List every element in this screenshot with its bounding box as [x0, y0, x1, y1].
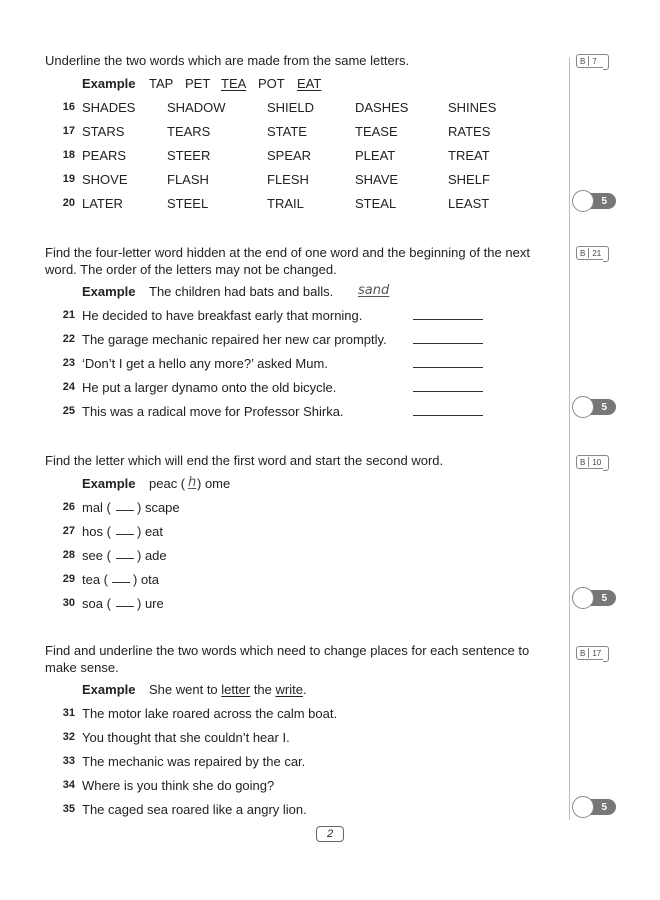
question-sentence: He put a larger dynamo onto the old bicycle.: [82, 380, 337, 395]
example-sentence: She went to letter the write.: [149, 682, 307, 697]
question-number: 26: [62, 501, 75, 513]
second-word: ) ota: [133, 572, 160, 587]
second-word: ) scape: [137, 500, 180, 515]
word-option[interactable]: TEARS: [167, 124, 211, 139]
example-first-word: peac (: [149, 476, 186, 491]
question-number: 23: [62, 357, 75, 369]
book-icon: [603, 455, 609, 471]
right-margin-rule: [569, 58, 570, 820]
question-sentence[interactable]: Where is you think she do going?: [82, 778, 275, 793]
answer-line[interactable]: [413, 415, 483, 416]
question-number: 33: [62, 755, 75, 767]
first-word: soa (: [82, 596, 111, 611]
question-number: 21: [62, 309, 75, 321]
example-word: POT: [258, 76, 285, 91]
word-option[interactable]: SHADOW: [167, 100, 226, 115]
score-total: 5: [582, 799, 616, 815]
letter-blank[interactable]: [112, 572, 130, 583]
word-option[interactable]: SPEAR: [267, 148, 312, 163]
word-option[interactable]: SHADES: [82, 100, 136, 115]
question-number: 18: [62, 149, 75, 161]
word-option[interactable]: SHELF: [448, 172, 490, 187]
word-option[interactable]: FLASH: [167, 172, 209, 187]
word-option[interactable]: STARS: [82, 124, 125, 139]
section2-instruction: Find the four-letter word hidden at the end of one word and the beginning of the next word. The order of the letters may not be changed.: [45, 245, 530, 277]
question-number: 27: [62, 525, 75, 537]
second-word: ) eat: [137, 524, 164, 539]
question-number: 16: [62, 101, 75, 113]
word-option[interactable]: SHINES: [448, 100, 497, 115]
first-word: tea (: [82, 572, 109, 587]
question-number: 19: [62, 173, 75, 185]
question-sentence[interactable]: The motor lake roared across the calm boat.: [82, 706, 338, 721]
section2-score-box[interactable]: [572, 396, 616, 418]
score-entry-circle[interactable]: [572, 796, 594, 818]
question-number: 34: [62, 779, 75, 791]
question-number: 30: [62, 597, 75, 609]
example-label: Example: [82, 476, 136, 491]
score-total: 5: [582, 590, 616, 606]
word-option[interactable]: LATER: [82, 196, 123, 211]
letter-blank[interactable]: [116, 548, 134, 559]
word-option[interactable]: SHIELD: [267, 100, 314, 115]
word-option[interactable]: FLESH: [267, 172, 309, 187]
first-word: mal (: [82, 500, 111, 515]
example-word-underlined: TEA: [221, 76, 247, 91]
score-total: 5: [582, 193, 616, 209]
page-number: 2: [316, 826, 344, 842]
question-number: 25: [62, 405, 75, 417]
example-answer: h: [188, 475, 197, 490]
section4-tag: B 17: [576, 646, 606, 660]
word-option[interactable]: LEAST: [448, 196, 490, 211]
question-sentence[interactable]: The mechanic was repaired by the car.: [82, 754, 306, 769]
question-number: 29: [62, 573, 75, 585]
section3-instruction: Find the letter which will end the first word and start the second word.: [45, 453, 444, 468]
question-sentence: This was a radical move for Professor Shirka.: [82, 404, 344, 419]
word-option[interactable]: SHOVE: [82, 172, 128, 187]
section4-instruction: Find and underline the two words which need to change places for each sentence to make sense.: [45, 643, 530, 675]
question-number: 35: [62, 803, 75, 815]
word-option[interactable]: TEASE: [355, 124, 398, 139]
example-answer: sand: [358, 283, 390, 298]
section4-score-box[interactable]: [572, 796, 616, 818]
first-word: hos (: [82, 524, 111, 539]
first-word: see (: [82, 548, 111, 563]
section1-score-box[interactable]: [572, 190, 616, 212]
example-label: Example: [82, 284, 136, 299]
letter-blank[interactable]: [116, 500, 134, 511]
word-option[interactable]: PLEAT: [355, 148, 396, 163]
example-word: TAP: [149, 76, 174, 91]
word-option[interactable]: DASHES: [355, 100, 409, 115]
book-icon: [603, 646, 609, 662]
section1-tag: B 7: [576, 54, 606, 68]
word-option[interactable]: STATE: [267, 124, 307, 139]
example-label: Example: [82, 76, 136, 91]
example-underlined-word: write: [275, 682, 303, 697]
example-sentence: The children had bats and balls.: [149, 284, 334, 299]
answer-line[interactable]: [413, 319, 483, 320]
example-label: Example: [82, 682, 136, 697]
question-number: 24: [62, 381, 75, 393]
answer-line[interactable]: [413, 343, 483, 344]
score-entry-circle[interactable]: [572, 396, 594, 418]
question-number: 28: [62, 549, 75, 561]
question-number: 31: [62, 707, 75, 719]
question-number: 20: [62, 197, 75, 209]
word-option[interactable]: TRAIL: [267, 196, 304, 211]
question-sentence[interactable]: You thought that she couldn’t hear I.: [82, 730, 290, 745]
section3-score-box[interactable]: [572, 587, 616, 609]
example-second-word: ) ome: [197, 476, 231, 491]
book-icon: [603, 54, 609, 70]
question-number: 22: [62, 333, 75, 345]
answer-line[interactable]: [413, 367, 483, 368]
second-word: ) ade: [137, 548, 167, 563]
question-sentence: He decided to have breakfast early that morning.: [82, 308, 363, 323]
word-option[interactable]: STEAL: [355, 196, 397, 211]
word-option[interactable]: PEARS: [82, 148, 127, 163]
question-sentence: ‘Don’t I get a hello any more?’ asked Mum.: [82, 356, 328, 371]
word-option[interactable]: STEEL: [167, 196, 209, 211]
answer-line[interactable]: [413, 391, 483, 392]
example-word-underlined: EAT: [297, 76, 322, 91]
question-number: 32: [62, 731, 75, 743]
word-option[interactable]: RATES: [448, 124, 491, 139]
question-sentence[interactable]: The caged sea roared like a angry lion.: [82, 802, 307, 817]
question-sentence: The garage mechanic repaired her new car promptly.: [82, 332, 387, 347]
letter-blank[interactable]: [116, 524, 134, 535]
example-word: PET: [185, 76, 211, 91]
letter-blank[interactable]: [116, 596, 134, 607]
score-entry-circle[interactable]: [572, 190, 594, 212]
word-option[interactable]: TREAT: [448, 148, 490, 163]
example-underlined-word: letter: [221, 682, 251, 697]
book-icon: [603, 246, 609, 262]
score-total: 5: [582, 399, 616, 415]
word-option[interactable]: SHAVE: [355, 172, 399, 187]
section1-example: [82, 76, 135, 91]
section1-instruction: Underline the two words which are made from the same letters.: [45, 53, 410, 68]
section2-tag: B 21: [576, 246, 606, 260]
word-option[interactable]: STEER: [167, 148, 211, 163]
second-word: ) ure: [137, 596, 164, 611]
score-entry-circle[interactable]: [572, 587, 594, 609]
question-number: 17: [62, 125, 75, 137]
section3-tag: B 10: [576, 455, 606, 469]
